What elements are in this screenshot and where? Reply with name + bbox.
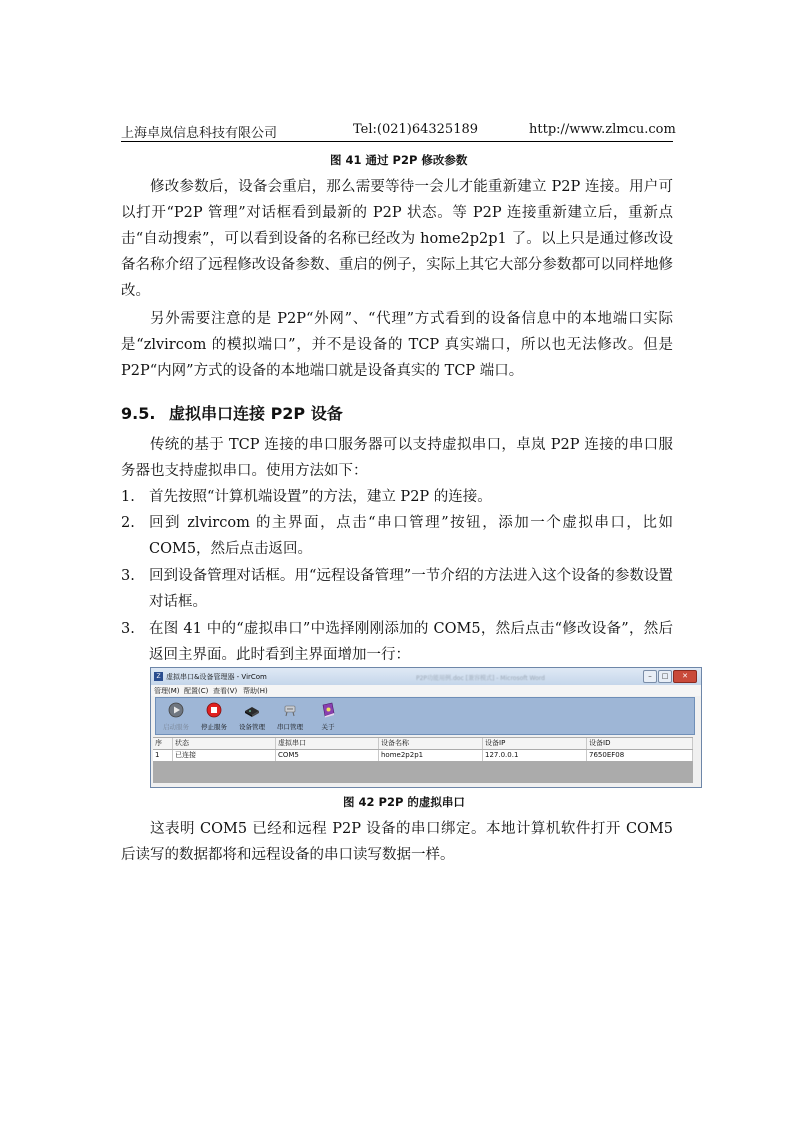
background-window-title: P2P功能用例.doc [兼容模式] - Microsoft Word xyxy=(416,675,545,682)
maximize-icon[interactable]: □ xyxy=(658,670,672,683)
paragraph-virtual-serial-intro: 传统的基于 TCP 连接的串口服务器可以支持虚拟串口，卓岚 P2P 连接的串口服务器也支持虚拟串口。使用方法如下： xyxy=(121,437,673,479)
serial-port-management-button[interactable]: 串口管理 xyxy=(272,700,308,734)
paragraph-modify-parameters: 修改参数后，设备会重启，那么需要等待一会儿才能重新建立 P2P 连接。用户可以打开“P2P 管理”对话框看到最新的 P2P 状态。等 P2P 连接重新建立后，重新点击“自动搜索”，可以看到设备的名称已经改为 home2p2p1 了。以上只是通过修改设备名称介绍了远程修改设备参数、重启的例子，实际上其它大部分参数都可以同样地修改。 xyxy=(121,179,673,299)
step-text: 回到 zlvircom 的主界面，点击“串口管理”按钮，添加一个虚拟串口，比如 COM5，然后点击返回。 xyxy=(149,515,673,557)
start-service-button[interactable]: 启动服务 xyxy=(158,700,194,734)
column-header: 状态 xyxy=(173,738,276,749)
close-icon[interactable]: ✕ xyxy=(673,670,697,683)
column-header: 设备ID xyxy=(587,738,693,749)
website-url: http://www.zlmcu.com xyxy=(529,122,676,137)
company-name: 上海卓岚信息科技有限公司 xyxy=(121,126,278,141)
row-device-ip: 127.0.0.1 xyxy=(483,750,587,761)
device-icon xyxy=(244,702,260,718)
stop-service-button[interactable]: 停止服务 xyxy=(196,700,232,734)
column-header: 序 xyxy=(153,738,173,749)
list-item xyxy=(121,616,673,668)
column-header: 虚拟串口 xyxy=(276,738,379,749)
virtual-serial-table xyxy=(153,737,693,783)
table-empty-area xyxy=(153,762,693,783)
window-title: 虚拟串口&设备管理器 - VirCom xyxy=(166,673,267,681)
about-button[interactable]: 关于 xyxy=(310,700,346,734)
serial-port-icon xyxy=(282,702,298,718)
minimize-icon[interactable]: – xyxy=(643,670,657,683)
about-book-icon xyxy=(320,702,336,718)
paragraph-local-port-note: 另外需要注意的是 P2P“外网”、“代理”方式看到的设备信息中的本地端口实际是“zlvircom 的模拟端口”，并不是设备的 TCP 真实端口，所以也无法修改。但是 P2P“内网”方式的设备的本地端口就是设备真实的 TCP 端口。 xyxy=(121,311,673,379)
menu-bar xyxy=(151,685,701,696)
list-item xyxy=(121,510,673,562)
paragraph-com5-binding: 这表明 COM5 已经和远程 P2P 设备的串口绑定。本地计算机软件打开 COM5 后读写的数据都将和远程设备的串口读写数据一样。 xyxy=(121,821,673,863)
row-device-name: home2p2p1 xyxy=(379,750,483,761)
app-logo-icon: Z xyxy=(154,672,163,681)
column-header: 设备IP xyxy=(483,738,587,749)
step-text: 在图 41 中的“虚拟串口”中选择刚刚添加的 COM5，然后点击“修改设备”，然后返回主界面。此时看到主界面增加一行： xyxy=(149,621,673,663)
step-number: 1. xyxy=(121,489,135,505)
play-icon xyxy=(168,702,184,718)
figure-41-caption: 图 41 通过 P2P 修改参数 xyxy=(330,153,468,167)
step-text: 首先按照“计算机端设置”的方法，建立 P2P 的连接。 xyxy=(149,489,492,505)
row-virtual-port: COM5 xyxy=(276,750,379,761)
list-item xyxy=(121,563,673,615)
row-index: 1 xyxy=(153,750,173,761)
step-number: 3. xyxy=(121,621,135,637)
device-management-button[interactable]: 设备管理 xyxy=(234,700,270,734)
menu-view[interactable]: 查看(V) xyxy=(213,687,238,695)
vircom-screenshot xyxy=(150,667,702,788)
table-row[interactable] xyxy=(153,750,693,761)
window-titlebar xyxy=(151,668,701,685)
stop-icon xyxy=(206,702,222,718)
table-header xyxy=(153,738,693,749)
step-number: 2. xyxy=(121,515,135,531)
menu-manage[interactable]: 管理(M) xyxy=(154,687,180,695)
step-text: 回到设备管理对话框。用“远程设备管理”一节介绍的方法进入这个设备的参数设置对话框。 xyxy=(149,568,673,610)
section-title: 虚拟串口连接 P2P 设备 xyxy=(169,404,343,423)
menu-config[interactable]: 配置(C) xyxy=(184,687,209,695)
section-number: 9.5. xyxy=(121,404,156,423)
telephone: Tel:(021)64325189 xyxy=(353,122,479,137)
section-heading xyxy=(121,401,343,424)
row-device-id: 7650EF08 xyxy=(587,750,693,761)
list-item xyxy=(121,484,673,510)
menu-help[interactable]: 帮助(H) xyxy=(243,687,268,695)
column-header: 设备名称 xyxy=(379,738,483,749)
page-header xyxy=(121,119,676,142)
row-status: 已连接 xyxy=(173,750,276,761)
figure-42-caption: 图 42 P2P 的虚拟串口 xyxy=(343,795,465,809)
step-number: 3. xyxy=(121,568,135,584)
toolbar xyxy=(155,697,695,735)
